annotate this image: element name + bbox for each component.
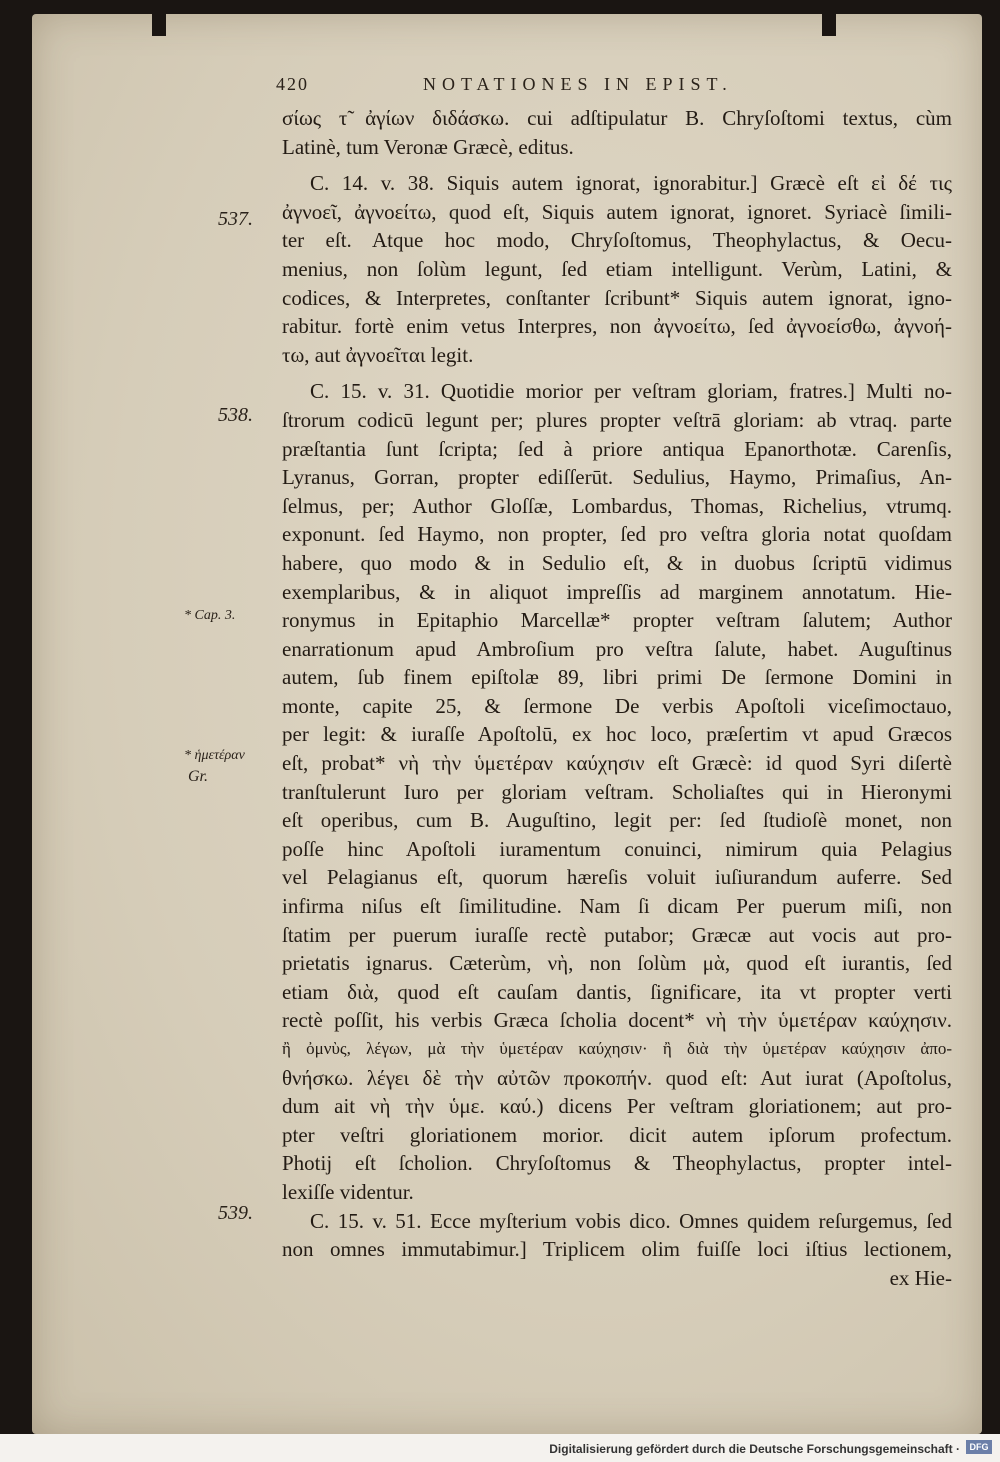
text-line: exponunt. ſed Haymo, non propter, ſed pro veſtra gloria notat quoſdam bbox=[282, 522, 952, 547]
text-line: præſtantia ſunt ſcripta; ſed à priore antiqua Epanorthotæ. Carenſis, bbox=[282, 436, 952, 461]
funding-credit: Digitalisierung gefördert durch die Deutsche Forschungsgemeinschaft · bbox=[549, 1442, 960, 1456]
text-line: ſtrorum codicū legunt per; plures propter veſtrā gloriam: ab vtraq. parte bbox=[282, 407, 952, 432]
text-line: monte, capite 25, & ſermone De verbis Apoſtoli viceſimoctauo, bbox=[282, 693, 952, 718]
text-line: rectè poſſit, his verbis Græca ſcholia docent* νὴ τὴν ὑμετέραν καύχησιν. bbox=[282, 1008, 952, 1033]
text-line: prietatis ignarus. Cæterùm, νὴ, non ſolùm μὰ, quod eſt iurantis, ſed bbox=[282, 951, 952, 976]
margin-note-cap: * Cap. 3. bbox=[184, 608, 236, 623]
digitization-footer bbox=[0, 1434, 1000, 1462]
margin-number-537: 537. bbox=[218, 208, 253, 230]
main-text bbox=[282, 104, 952, 1292]
text-line: ἢ ὀμνὺς, λέγων, μὰ τὴν ὑμετέραν καύχησιν· ἢ διὰ τὴν ὑμετέραν καύχησιν ἀπο- bbox=[282, 1039, 952, 1058]
dfg-logo-icon: DFG bbox=[966, 1440, 992, 1454]
text-line: ſelmus, per; Author Gloſſæ, Lombardus, Thomas, Richelius, vtrumq. bbox=[282, 493, 952, 518]
text-line: eſt operibus, cum B. Auguſtino, legit per: ſed ſtudioſè monet, non bbox=[282, 808, 952, 833]
page-edge-notch bbox=[152, 14, 166, 36]
text-line: menius, non ſolùm legunt, ſed etiam intelligunt. Verùm, Latini, & bbox=[282, 256, 952, 281]
text-line: autem, ſub finem epiſtolæ 89, libri primi De ſermone Domini in bbox=[282, 665, 952, 690]
margin-number-538: 538. bbox=[218, 404, 253, 426]
text-line: C. 15. v. 51. Ecce myſterium vobis dico. Omnes quidem reſurgemus, ſed bbox=[310, 1208, 952, 1233]
text-line: ſtatim per puerum iuraſſe rectè putabor; Græcæ aut vocis aut pro- bbox=[282, 922, 952, 947]
text-line: exemplaribus, & in aliquot impreſſis ad marginem annotatum. Hie- bbox=[282, 579, 952, 604]
text-line: τω, aut ἀγνοεῖται legit. bbox=[282, 342, 474, 367]
text-line: vel Pelagianus eſt, quorum hæreſis voluit iuſiurandum auferre. Sed bbox=[282, 865, 952, 890]
running-title: NOTATIONES IN EPIST. bbox=[423, 74, 733, 94]
text-line: C. 14. v. 38. Siquis autem ignorat, ignorabitur.] Græcè eſt εἰ δέ τις bbox=[310, 171, 952, 196]
text-line: θνήσκω. λέγει δὲ τὴν αὐτῶν προκοπήν. quod eſt: Aut iurat (Apoſtolus, bbox=[282, 1065, 952, 1090]
text-line: etiam διὰ, quod eſt cauſam dantis, ſignificare, ita vt propter verti bbox=[282, 979, 952, 1004]
text-line: Lyranus, Gorran, propter ediſſerūt. Sedulius, Haymo, Primaſius, An- bbox=[282, 465, 952, 490]
text-line: codices, & Interpretes, conſtanter ſcribunt* Siquis autem ignorat, igno- bbox=[282, 285, 952, 310]
margin-number-539: 539. bbox=[218, 1202, 253, 1224]
text-line: pter veſtri gloriationem morior. dicit autem ipſorum profectum. bbox=[282, 1122, 952, 1147]
margin-note-greek: * ἡμετέραν bbox=[184, 748, 245, 763]
text-line: Latinè, tum Veronæ Græcè, editus. bbox=[282, 134, 574, 159]
page-number: 420 bbox=[276, 74, 309, 94]
text-line: enarrationum apud Ambroſium pro veſtra ſalute, habet. Auguſtinus bbox=[282, 636, 952, 661]
text-line: poſſe hinc Apoſtoli iuramentum conuinci, nimirum quia Pelagius bbox=[282, 836, 952, 861]
text-line: non omnes immutabimur.] Triplicem olim fuiſſe loci iſtius lectionem, bbox=[282, 1237, 952, 1262]
text-line: C. 15. v. 31. Quotidie morior per veſtram gloriam, fratres.] Multi no- bbox=[310, 379, 952, 404]
text-line: tranſtulerunt Iuro per gloriam veſtram. Scholiaſtes qui in Hieronymi bbox=[282, 779, 952, 804]
text-line: infirma niſus eſt ſimilitudine. Nam ſi dicam Per puerum miſi, non bbox=[282, 894, 952, 919]
text-line: eſt, probat* νὴ τὴν ὑμετέραν καύχησιν eſt Græcè: id quod Syri diſertè bbox=[282, 751, 952, 776]
text-line: ronymus in Epitaphio Marcellæ* propter veſtram ſalutem; Author bbox=[282, 608, 952, 633]
text-line: ἀγνοεῖ, ἀγνοείτω, quod eſt, Siquis autem ignorat, ignoret. Syriacè ſimili- bbox=[282, 199, 952, 224]
text-line: dum ait νὴ τὴν ὑμε. καύ.) dicens Per veſtram gloriationem; aut pro- bbox=[282, 1094, 952, 1119]
catchword: ex Hie- bbox=[889, 1265, 952, 1290]
page-edge-notch bbox=[822, 14, 836, 36]
text-line: habere, quo modo & in Sedulio eſt, & in duobus ſcriptū vidimus bbox=[282, 550, 952, 575]
text-line: ter eſt. Atque hoc modo, Chryſoſtomus, Theophylactus, & Oecu- bbox=[282, 228, 952, 253]
text-line: lexiſſe videntur. bbox=[282, 1179, 414, 1204]
margin-note-gr: Gr. bbox=[188, 768, 209, 785]
text-line: per legit: & iuraſſe Apoſtolū, ex hoc loco, præſertim vt apud Græcos bbox=[282, 722, 952, 747]
text-line: σίως τ̃ ἀγίων διδάσκω. cui adſtipulatur B. Chryſoſtomi textus, cùm bbox=[282, 106, 952, 130]
text-line: Photij eſt ſcholion. Chryſoſtomus & Theophylactus, propter intel- bbox=[282, 1151, 952, 1176]
text-line: rabitur. fortè enim vetus Interpres, non ἀγνοείτω, ſed ἀγνοείσθω, ἀγνοή- bbox=[282, 314, 952, 339]
